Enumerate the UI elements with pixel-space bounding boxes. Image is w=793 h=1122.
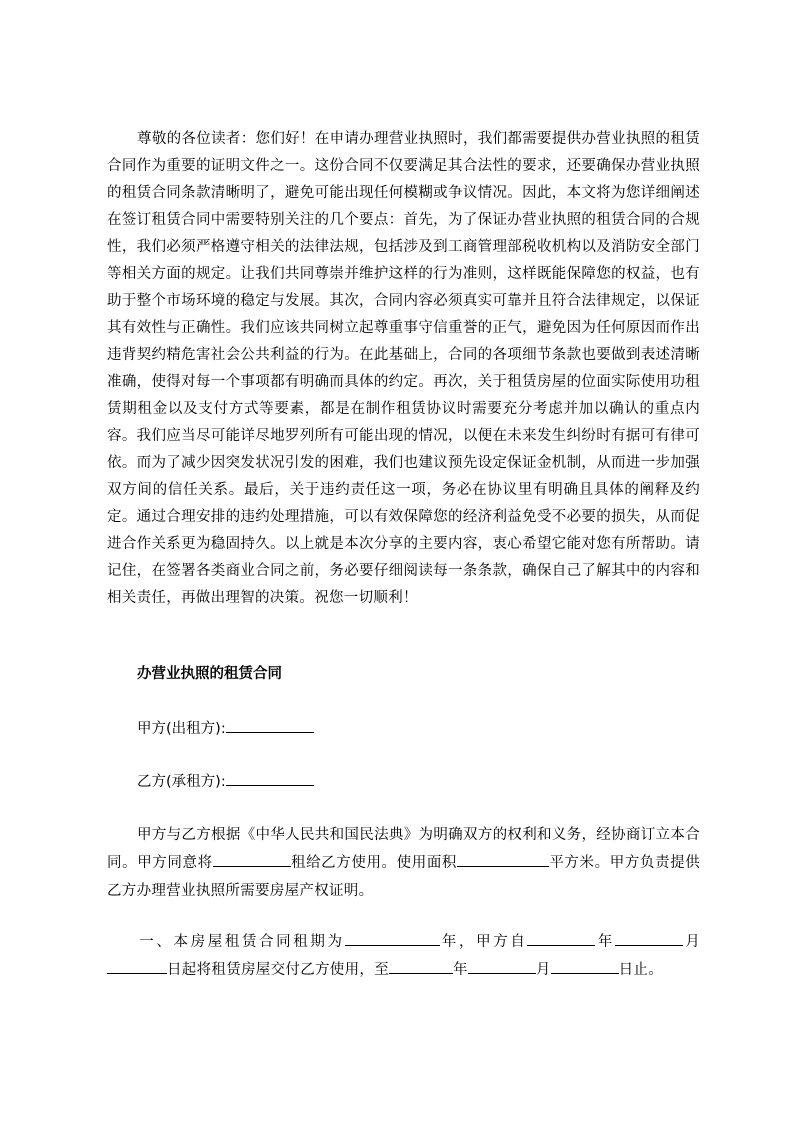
party-b-label: 乙方(承租方): — [137, 774, 226, 790]
para2-text-3: 年 — [595, 934, 615, 950]
start-year-blank[interactable] — [527, 931, 595, 946]
party-a-label: 甲方(出租方): — [137, 721, 226, 737]
party-b-field — [137, 771, 314, 792]
intro-paragraph: 尊敬的各位读者：您们好！在申请办理营业执照时，我们都需要提供办营业执照的租赁合同作为重要的证明文件之一。这份合同不仅要满足其合法性的要求，还要确保办营业执照的租赁合同条款清晰明了，避免可能出现任何模糊或争议情况。因此，本文将为您详细阐述在签订租赁合同中需要特别关注的几个要点：首先，为了保证办营业执照的租赁合同的合规性，我们必须严格遵守相关的法律法规，包括涉及到工商管理部税收机构以及消防安全部门等相关方面的规定。让我们共同尊崇并维护这样的行为准则，这样既能保障您的权益，也有助于整个市场环境的稳定与发展。其次，合同内容必须真实可靠并且符合法律规定，以保证其有效性与正确性。我们应该共同树立起尊重事守信重誉的正气，避免因为任何原因而作出违背契约精危害社会公共利益的行为。在此基础上，合同的各项细节条款也要做到表述清晰准确，使得对每一个事项都有明确而具体的约定。再次，关于租赁房屋的位面实际使用功租赁期租金以及支付方式等要素，都是在制作租赁协议时需要充分考虑并加以确认的重点内容。我们应当尽可能详尽地罗列所有可能出现的情况，以便在未来发生纠纷时有据可有律可依。而为了减少因突发状况引发的困难，我们也建议预先设定保证金机制，从而进一步加强双方间的信任关系。最后，关于违约责任这一项，务必在协议里有明确且具体的阐释及约定。通过合理安排的违约处理措施，可以有效保障您的经济利益免受不必要的损失，从而促进合作关系更为稳固持久。以上就是本次分享的主要内容，衷心希望它能对您有所帮助。请记住，在签署各类商业合同之前，务必要仔细阅读每一条条款，确保自己了解其中的内容和相关责任，再做出理智的决策。祝您一切顺利！ — [107, 131, 700, 606]
party-a-blank[interactable] — [226, 718, 314, 733]
contract-paragraph-1 — [107, 821, 700, 905]
area-blank[interactable] — [457, 852, 549, 867]
term-years-blank[interactable] — [345, 931, 440, 946]
start-month-blank[interactable] — [615, 931, 683, 946]
premises-blank[interactable] — [213, 852, 291, 867]
para2-text-8: 日止。 — [618, 962, 664, 978]
para1-text-1: 甲方与乙方根据《中华人民共和国民法典》为明确双方的权利和义务，经协商订立本合同。甲方同意将 — [107, 827, 700, 871]
contract-paragraph-2 — [107, 928, 700, 984]
para2-text-1: 一、本房屋租赁合同租期为 — [137, 934, 345, 950]
end-day-blank[interactable] — [551, 959, 619, 974]
para2-text-6: 年 — [453, 962, 468, 978]
contract-title: 办营业执照的租赁合同 — [137, 666, 282, 682]
para2-text-5: 日起将租赁房屋交付乙方使用，至 — [167, 962, 389, 978]
para2-text-4: 月 — [682, 934, 700, 950]
party-b-blank[interactable] — [226, 771, 314, 786]
party-a-field — [137, 718, 314, 739]
end-month-blank[interactable] — [468, 959, 536, 974]
para2-text-7: 月 — [535, 962, 551, 978]
para1-text-3: 平方米。甲方负责提供乙方办理营业执照所需要房屋产权证明。 — [107, 855, 700, 899]
para2-text-2: 年，甲方自 — [439, 934, 528, 950]
start-day-blank[interactable] — [107, 959, 167, 974]
end-year-blank[interactable] — [389, 959, 453, 974]
para1-text-2: 租给乙方使用。使用面积 — [290, 855, 458, 871]
